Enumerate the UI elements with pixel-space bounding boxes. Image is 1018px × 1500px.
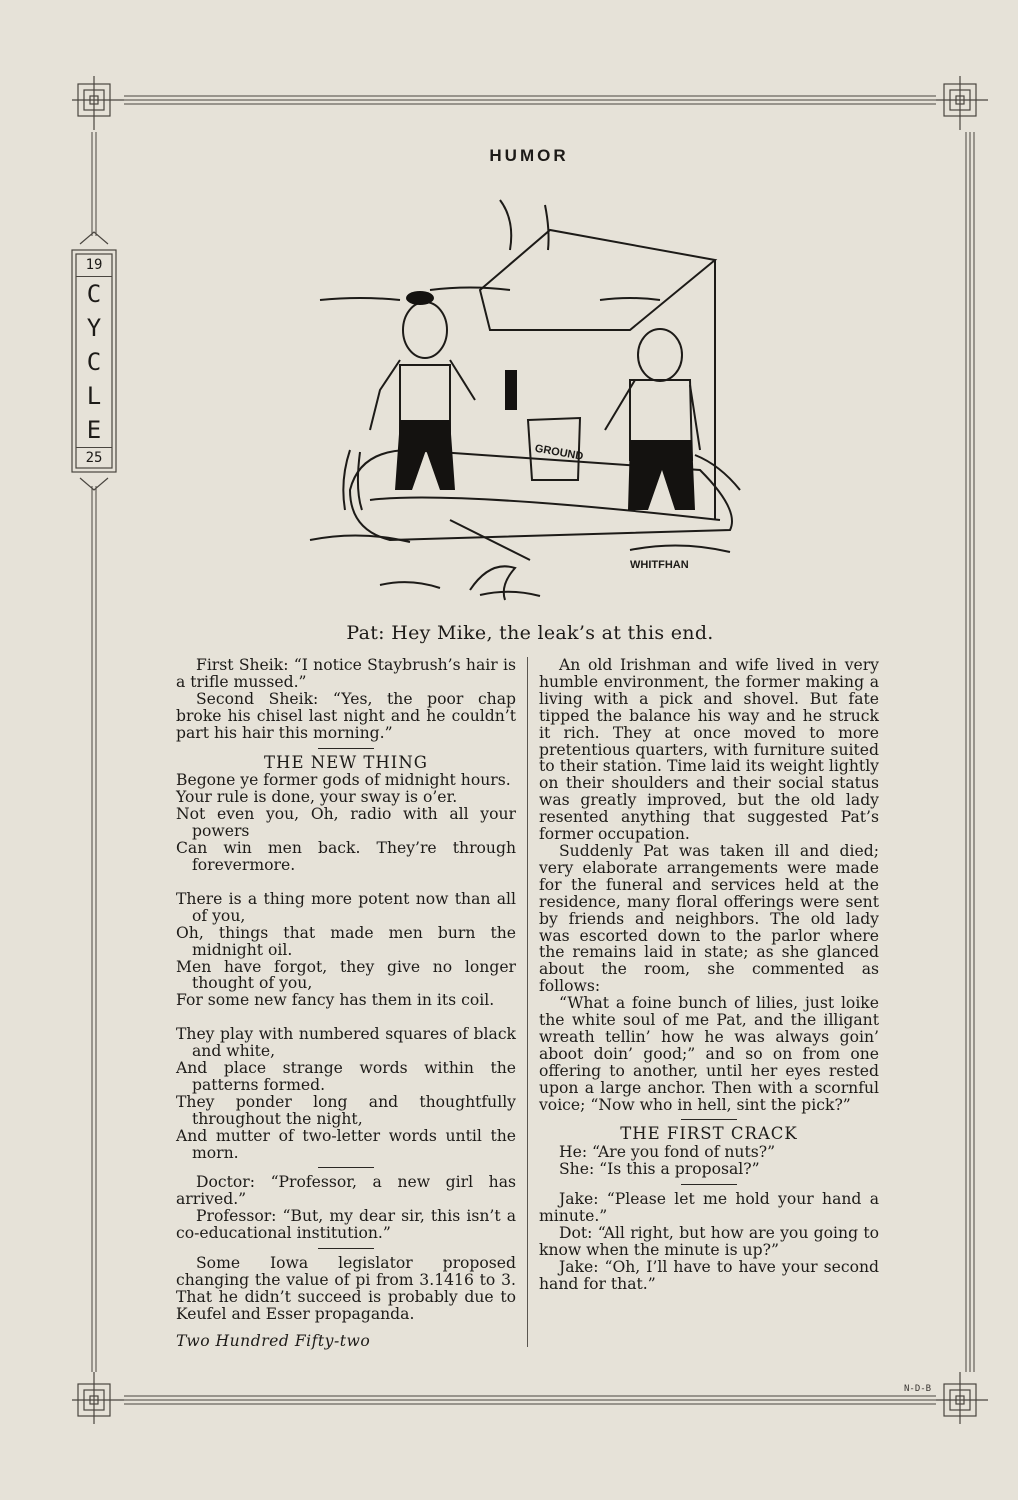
section-rule (318, 1248, 374, 1249)
crack-title: THE FIRST CRACK (620, 1124, 798, 1144)
side-year-bottom: 25 (76, 447, 112, 468)
crack-line: She: “Is this a proposal?” (559, 1160, 760, 1179)
sheik-line: First Sheik: “I notice Staybrush’s hair is a trifle mussed.” (176, 656, 516, 691)
poem-line: Begone ye former gods of midnight hours. (176, 771, 511, 790)
section-rule (318, 748, 374, 749)
poem-line: Can win men back. They’re through forevermore. (176, 839, 516, 874)
sheik-line: Second Sheik: “Yes, the poor chap broke his chisel last night and he couldn’t part his hair this morning.” (176, 689, 516, 742)
jake-line: Jake: “Oh, I’ll have to have your second hand for that.” (539, 1257, 879, 1293)
left-column (176, 657, 516, 1350)
cartoon-caption: Pat: Hey Mike, the leak’s at this end. (346, 622, 714, 644)
side-letter: C (86, 348, 102, 376)
side-year-top: 19 (76, 254, 112, 277)
doctor-line: Professor: “But, my dear sir, this isn’t a co-educational institution.” (176, 1207, 516, 1243)
crack-line: He: “Are you fond of nuts?” (559, 1143, 776, 1162)
poem-line: Your rule is done, your sway is o’er. (176, 788, 458, 807)
iowa-paragraph: Some Iowa legislator proposed changing the value of pi from 3.1416 to 3. That he didn’t succeed is probably due to Keufel and Esser propaganda. (176, 1254, 516, 1323)
bucket-label: GROUND (533, 442, 585, 463)
section-title: HUMOR (489, 146, 569, 165)
poem-line: Not even you, Oh, radio with all your powers (176, 805, 516, 841)
irish-paragraph: Suddenly Pat was taken ill and died; very elaborate arrangements were made for the funeral and services held at the residence, many floral offerings were sent by friends and neighbors. The old lady was escorted down to the parlor where the remains laid in state; as she glanced about the room, she commented as follows: (539, 841, 879, 996)
page-number: Two Hundred Fifty-two (176, 1331, 371, 1350)
column-divider (527, 657, 528, 1347)
poem-line: They ponder long and thoughtfully throughout the night, (176, 1092, 516, 1128)
irish-paragraph: “What a foine bunch of lilies, just loike the white soul of me Pat, and the illigant wreath tellin’ how he was always goin’ aboot doin’ good;” and so on from one offering to another, until her eyes rested upon a large anchor. Then with a scornful voice; “Now who in hell, sint the pick?” (539, 994, 879, 1114)
poem-line: Oh, things that made men burn the midnight oil. (176, 923, 516, 959)
section-rule (681, 1184, 737, 1185)
side-letter: L (86, 382, 102, 410)
poem-line: There is a thing more potent now than all of you, (176, 889, 516, 925)
right-column (539, 657, 879, 1293)
poem-line: Men have forgot, they give no longer thought of you, (176, 957, 516, 993)
poem-line: They play with numbered squares of black and white, (176, 1025, 516, 1061)
section-rule (318, 1167, 374, 1168)
poem-line: For some new fancy has them in its coil. (176, 991, 495, 1010)
poem-line: And mutter of two-letter words until the morn. (176, 1126, 516, 1162)
side-letter: Y (86, 314, 102, 342)
jake-line: Dot: “All right, but how are you going to know when the minute is up?” (539, 1224, 879, 1259)
cartoon-illustration (300, 190, 760, 630)
section-rule (681, 1119, 737, 1120)
poem-title: THE NEW THING (264, 752, 428, 772)
poem (176, 772, 516, 1161)
artist-signature: WHITFHAN (630, 559, 689, 571)
side-letter: C (86, 280, 102, 308)
irish-paragraph: An old Irishman and wife lived in very humble environment, the former making a living with a pick and shovel. But fate tipped the balance his way and he struck it rich. They at once moved to more pretentious quarters, with furniture suited to their station. Time laid its weight lightly on their shoulders and their social status was greatly improved, but the old lady resented anything that suggested Pat’s former occupation. (539, 656, 879, 844)
jake-line: Jake: “Please let me hold your hand a minute.” (539, 1190, 879, 1226)
side-panel (76, 254, 112, 468)
engraver-mark: N-D-B (904, 1384, 932, 1394)
side-letter: E (86, 416, 102, 444)
doctor-line: Doctor: “Professor, a new girl has arrived.” (176, 1173, 516, 1209)
poem-line: And place strange words within the patterns formed. (176, 1059, 516, 1094)
